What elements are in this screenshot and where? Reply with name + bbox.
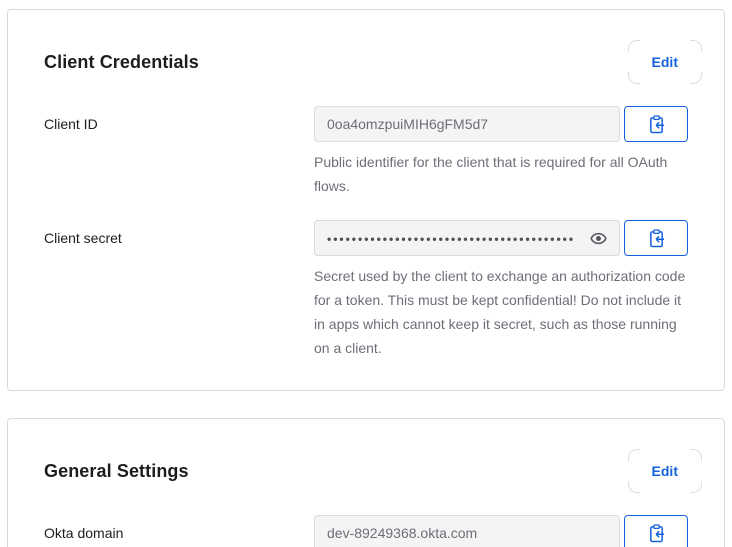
panel-header (44, 449, 688, 493)
clipboard-copy-icon (648, 524, 665, 543)
reveal-secret-button[interactable] (582, 230, 607, 247)
client-id-value[interactable]: 0oa4omzpuiMIH6gFM5d7 (314, 106, 620, 142)
client-secret-description: Secret used by the client to exchange an authorization code for a token. This must be kept confidential! Do not include it in apps which cannot keep it secret, such as those running on a client. (314, 268, 686, 356)
okta-domain-field-row (44, 515, 688, 547)
masked-secret-text: •••••••••••••••••••••••••••••••••••••••• (327, 232, 576, 246)
client-credentials-panel (7, 9, 725, 391)
general-settings-panel (7, 418, 725, 547)
eye-icon (590, 230, 607, 247)
okta-domain-content (314, 515, 688, 547)
corner-decoration (690, 72, 702, 84)
client-id-content (314, 106, 688, 198)
corner-decoration (690, 449, 702, 461)
edit-button[interactable] (628, 449, 702, 493)
okta-domain-value[interactable]: dev-89249368.okta.com (314, 515, 620, 547)
client-secret-content (314, 220, 688, 360)
client-id-field-row (44, 106, 688, 198)
clipboard-copy-icon (648, 115, 665, 134)
client-secret-value[interactable] (314, 220, 620, 256)
copy-client-id-button[interactable] (624, 106, 688, 142)
okta-domain-label: Okta domain (44, 525, 124, 541)
client-id-label: Client ID (44, 116, 98, 132)
clipboard-copy-icon (648, 229, 665, 248)
edit-button-label: Edit (651, 463, 678, 479)
client-secret-label: Client secret (44, 230, 122, 246)
panel-title: General Settings (44, 460, 189, 481)
copy-client-secret-button[interactable] (624, 220, 688, 256)
edit-button-label: Edit (651, 54, 678, 70)
corner-decoration (628, 449, 640, 461)
edit-button[interactable] (628, 40, 702, 84)
panel-header (44, 40, 688, 84)
corner-decoration (628, 72, 640, 84)
client-id-description: Public identifier for the client that is required for all OAuth flows. (314, 154, 668, 194)
client-secret-field-row (44, 220, 688, 360)
corner-decoration (628, 40, 640, 52)
corner-decoration (690, 481, 702, 493)
panel-title: Client Credentials (44, 51, 199, 72)
corner-decoration (628, 481, 640, 493)
corner-decoration (690, 40, 702, 52)
copy-okta-domain-button[interactable] (624, 515, 688, 547)
